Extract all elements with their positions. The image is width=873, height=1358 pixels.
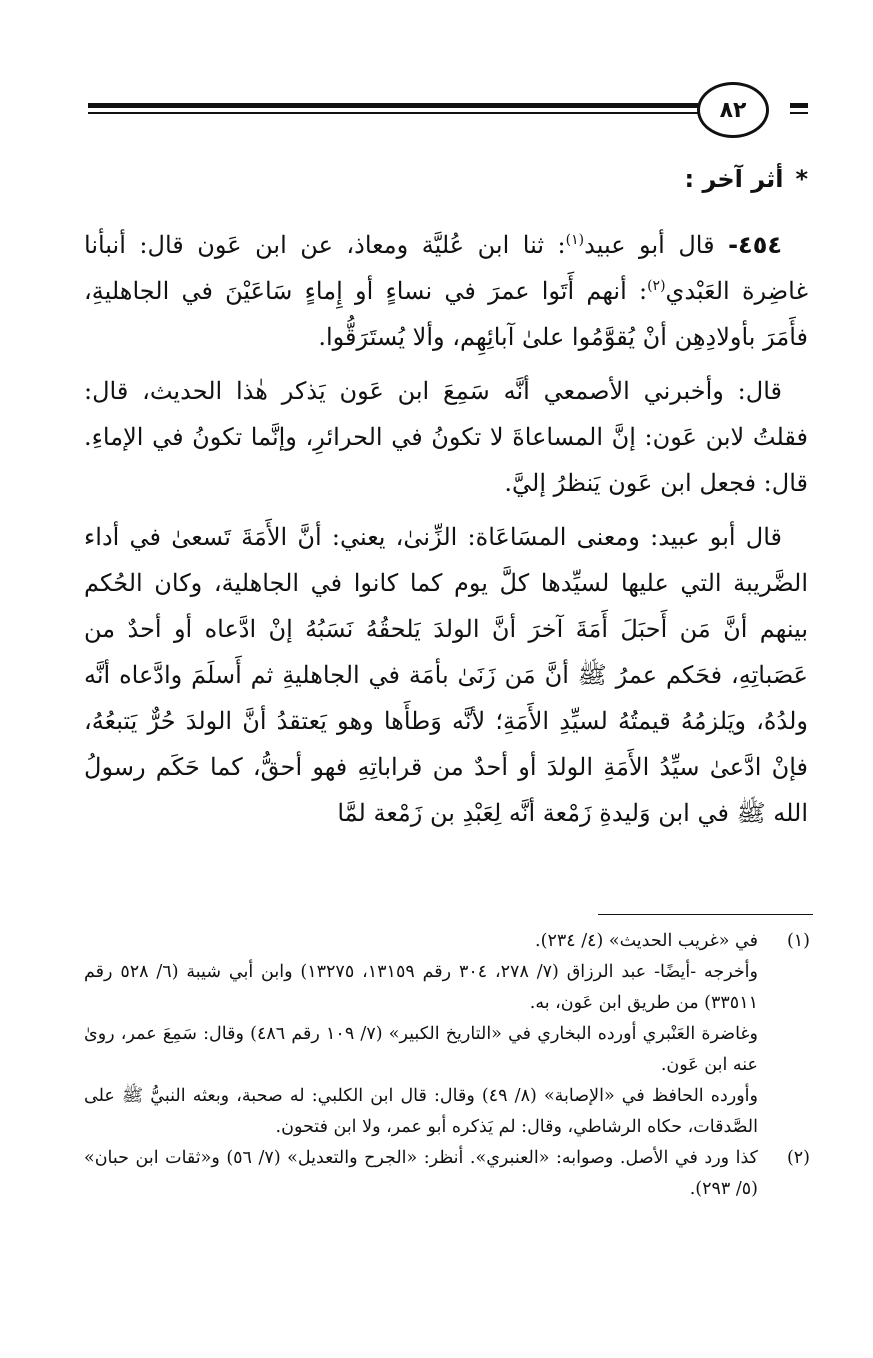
paragraph-abu-ubaid: قال أبو عبيد: ومعنى المسَاعَاة: الزِّنىٰ، يعني: أنَّ الأَمَةَ تَسعىٰ في أداء الضَّريبة التي عليها لسيِّدها كلَّ يوم كما كانوا في الجاهلية، وكان الحُكم بينهم أنَّ مَن أَحبَلَ أَمَةَ آخرَ أنَّ الولدَ يَلحقُهُ نَسَبُهُ إنْ ادَّعاه أو أحدٌ من عَصَباتِهِ، فحَكم عمرُ ﷺ أنَّ مَن زَنَىٰ بأمَة في الجاهليةِ ثم أَسلَمَ وادَّعاه أنَّه ولدُهُ، ويَلزمُهُ قيمتُهُ لسيِّدِ الأَمَةِ؛ لأنَّه وَطأَها وهو يَعتقدُ أنَّ الولدَ حُرٌّ يَتبعُهُ، فإنْ ادَّعىٰ سيِّدُ الأَمَةِ الولدَ أو أحدٌ من قراباتِهِ فهو أحقُّ، كما حَكَم رسولُ الله ﷺ في ابن وَليدةِ زَمْعة أنَّه لِعَبْدِ بن زَمْعة لمَّا [84,523,808,827]
footnote-ref-1: (١) [565,232,585,248]
footnote-1 [84,926,810,1143]
footnote-line: وأخرجه -أيضًا- عبد الرزاق (٧/ ٢٧٨، ٣٠٤ رقم ١٣١٥٩، ١٣٢٧٥) وابن أبي شيبة (٦/ ٥٢٨ رقم ٣٣٥١١) من طريق ابن عَون، به. [84,962,758,1013]
section-heading [685,165,809,193]
asterisk-icon: * [795,165,808,193]
main-text [84,222,808,844]
footnote-mark: (٢) [786,1148,810,1168]
footnote-line: وغاضرة العَنْبري أورده البخاري في «التاريخ الكبير» (٧/ ١٠٩ رقم ٤٨٦) وقال: سَمِعَ عمر، روىٰ عنه ابن عَون. [84,1024,758,1075]
hadith-number: ٤٥٤- [728,231,782,259]
footnote-line: وأورده الحافظ في «الإصابة» (٨/ ٤٩) وقال: قال ابن الكلبي: له صحبة، وبعثه النبيُّ ﷺ على الصَّدقات، حكاه الرشاطي، وقال: لم يَذكره أبو عمر، ولا ابن فتحون. [84,1086,758,1137]
footnote-line: كذا ورد في الأصل. وصوابه: «العنبري». أنظر: «الجرح والتعديل» (٧/ ٥٦) و«ثقات ابن حبان» (٥/ ٢٩٣). [84,1148,759,1199]
footnote-2 [84,1143,810,1205]
paragraph-454: ٤٥٤- قال أبو عبيد$^{(١)}$: ثنا ابن عُليَّة ومعاذ، عن ابن عَون قال: أنبأنا غاضِرة العَبْدي$^{(٢)}$: أنهم أَتَوا عمرَ في نساءٍ أو إِماءٍ سَاعَيْنَ في الجاهليةِ، فأَمَرَ بأولادِهِن أنْ يُقوَّمُوا علىٰ آبائِهِم، وألا يُستَرَقُّوا. [84,231,808,351]
footnote-line: في «غريب الحديث» (٤/ ٢٣٤). [535,931,758,951]
footnote-ref-2: (٢) [647,278,666,294]
paragraph-asmai: قال: وأخبرني الأصمعي أنَّه سَمِعَ ابن عَون يَذكر هٰذا الحديث، قال: فقلتُ لابن عَون: إنَّ المساعاةَ لا تكونُ في الحرائرِ، وإنَّما تكونُ في الإماءِ. قال: فجعل ابن عَون يَنظرُ إليَّ. [84,377,808,497]
page-number: ٨٢ [697,82,769,138]
footnote-divider [598,914,813,915]
footnotes [84,926,810,1205]
heading-text: أثر آخر : [684,165,784,193]
footnote-mark: (١) [786,931,810,951]
